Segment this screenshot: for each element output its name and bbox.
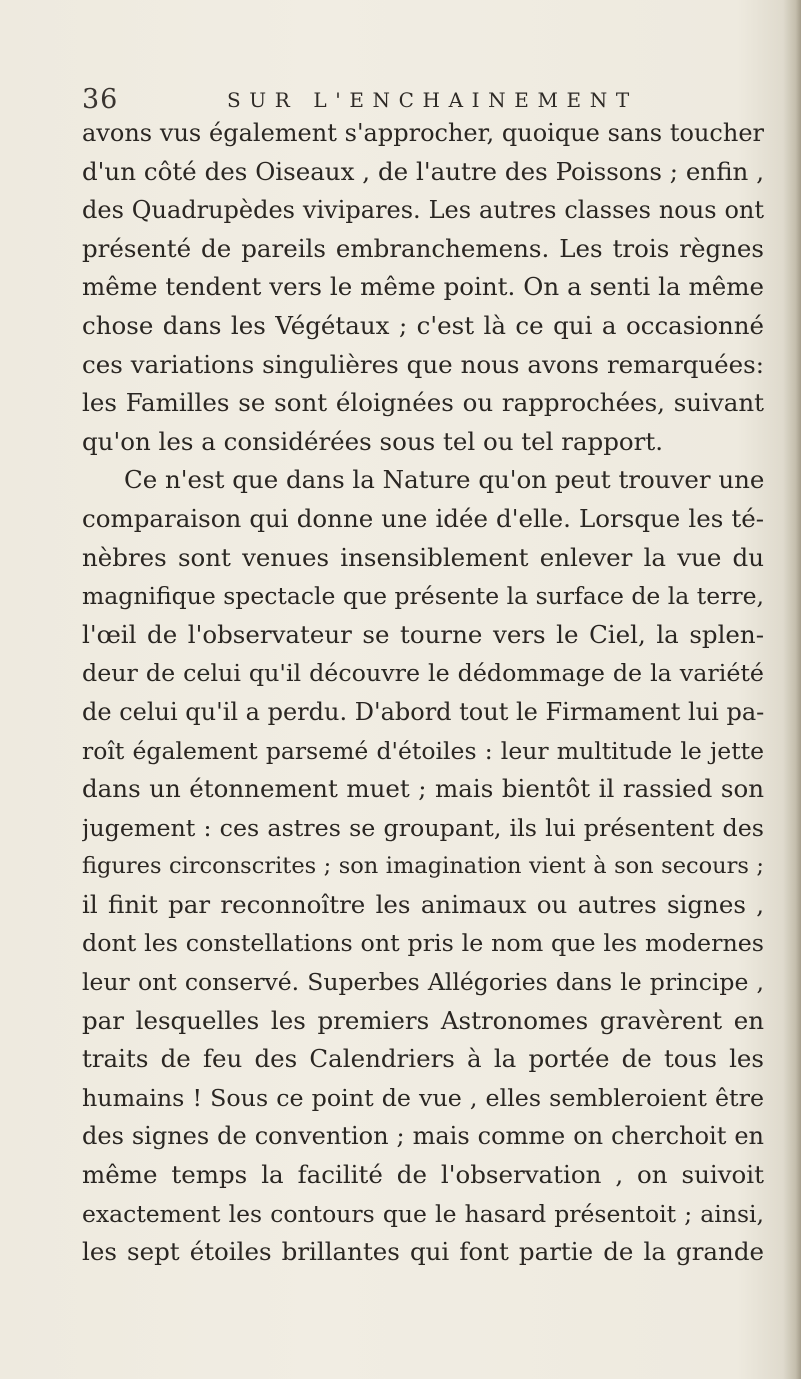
text-line: de celui qu'il a perdu. D'abord tout le Firmament lui pa- [82,697,764,726]
text-line: les Familles se sont éloignées ou rapprochées, suivant [82,388,764,418]
page-gutter-shadow [783,0,801,1379]
text-line: les sept étoiles brillantes qui font partie de la grande [82,1237,764,1267]
text-line-last: qu'on les a considérées sous tel ou tel rapport. [82,426,664,456]
paragraph-start: Ce n'est que dans la Nature qu'on peut trouver une [124,465,764,495]
page-number: 36 [82,84,119,115]
text-line: même temps la facilité de l'observation , on suivoit [82,1160,764,1190]
text-line: dont les constellations ont pris le nom que les modernes [82,929,764,958]
text-line: l'œil de l'observateur se tourne vers le Ciel, la splen- [82,619,764,649]
text-line: leur ont conservé. Superbes Allégories dans le principe , [82,968,764,997]
text-line: chose dans les Végétaux ; c'est là ce qui a occasionné [82,310,764,340]
text-line: exactement les contours que le hasard présentoit ; ainsi, [82,1199,764,1228]
text-line: magnifique spectacle que présente la surface de la terre, [82,582,764,611]
text-line: ces variations singulières que nous avons remarquées: [82,349,764,379]
text-line: même tendent vers le même point. On a senti la même [82,272,764,302]
text-line: il finit par reconnoître les animaux ou autres signes , [82,889,764,919]
body-text [82,114,764,1272]
text-line: humains ! Sous ce point de vue , elles sembleroient être [82,1083,764,1112]
text-line: nèbres sont venues insensiblement enlever la vue du [82,542,764,572]
text-line: figures circonscrites ; son imagination vient à son secours ; [82,853,764,880]
text-line: d'un côté des Oiseaux , de l'autre des Poissons ; enfin , [82,156,764,186]
text-line: par lesquelles les premiers Astronomes gravèrent en [82,1005,764,1035]
text-line: des signes de convention ; mais comme on cherchoit en [82,1122,764,1151]
text-line: comparaison qui donne une idée d'elle. Lorsque les té- [82,503,764,533]
text-line: jugement : ces astres se groupant, ils lui présentent des [82,813,764,842]
running-title: SUR L'ENCHAINEMENT [227,88,638,112]
text-line: deur de celui qu'il découvre le dédommage de la variété [82,659,764,688]
text-line: présenté de pareils embranchemens. Les trois règnes [82,233,764,263]
text-line: des Quadrupèdes vivipares. Les autres classes nous ont [82,196,764,225]
text-line: dans un étonnement muet ; mais bientôt il rassied son [82,774,764,804]
text-line: roît également parsemé d'étoiles : leur multitude le jette [82,736,764,765]
text-line: avons vus également s'approcher, quoique sans toucher [82,119,764,147]
text-line: traits de feu des Calendriers à la portée de tous les [82,1044,764,1074]
